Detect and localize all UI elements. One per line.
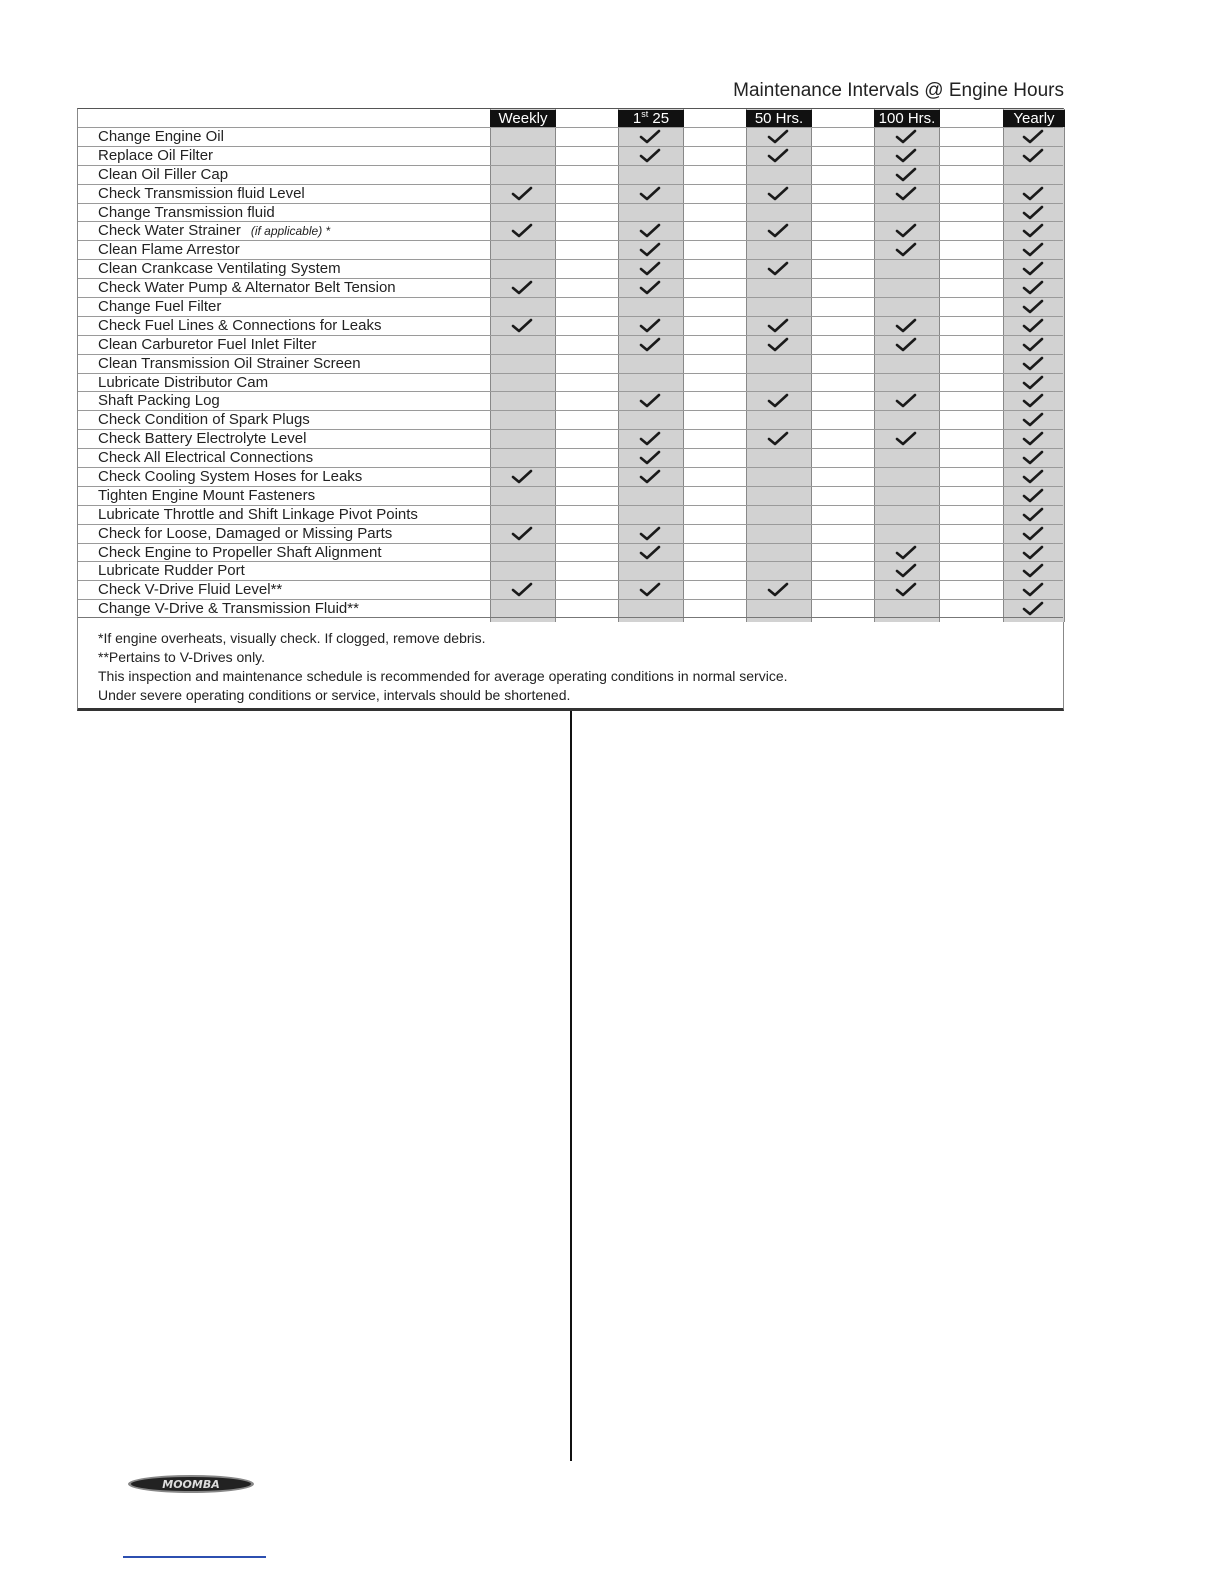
checkmark-icon bbox=[746, 581, 810, 599]
checkmark-icon bbox=[1001, 279, 1065, 297]
task-label bbox=[98, 544, 382, 562]
footnote-schedule: This inspection and maintenance schedule is recommended for average operating conditions in normal service. bbox=[98, 668, 788, 684]
checkmark-icon bbox=[1001, 562, 1065, 580]
task-label bbox=[98, 147, 213, 165]
column-header-100-hrs: 100 Hrs. bbox=[874, 110, 940, 127]
task-text: Change V-Drive & Transmission Fluid** bbox=[98, 600, 359, 618]
task-label bbox=[98, 468, 362, 486]
task-label bbox=[98, 430, 306, 448]
task-label bbox=[98, 487, 315, 505]
task-label bbox=[98, 336, 316, 354]
checkmark-icon bbox=[746, 128, 810, 146]
checkmark-icon bbox=[1001, 222, 1065, 240]
task-text: Clean Transmission Oil Strainer Screen bbox=[98, 354, 361, 372]
checkmark-icon bbox=[874, 581, 938, 599]
task-label bbox=[98, 298, 221, 316]
checkmark-icon bbox=[1001, 506, 1065, 524]
table-row bbox=[78, 316, 1063, 335]
checkmark-icon bbox=[746, 222, 810, 240]
task-label bbox=[98, 166, 228, 184]
table-row bbox=[78, 391, 1063, 410]
checkmark-icon bbox=[1001, 600, 1065, 618]
table-row bbox=[78, 203, 1063, 222]
table-row bbox=[78, 429, 1063, 448]
checkmark-icon bbox=[618, 336, 682, 354]
table-row bbox=[78, 410, 1063, 429]
task-label bbox=[98, 449, 313, 467]
checkmark-icon bbox=[746, 147, 810, 165]
checkmark-icon bbox=[1001, 374, 1065, 392]
checkmark-icon bbox=[746, 336, 810, 354]
column-header-50-hrs: 50 Hrs. bbox=[746, 110, 812, 127]
checkmark-icon bbox=[874, 128, 938, 146]
task-text: Check Condition of Spark Plugs bbox=[98, 411, 310, 429]
checkmark-icon bbox=[874, 185, 938, 203]
checkmark-icon bbox=[874, 544, 938, 562]
table-row bbox=[78, 486, 1063, 505]
task-label bbox=[98, 128, 224, 146]
logo-text: MOOMBA bbox=[162, 1478, 220, 1491]
task-text: Check V-Drive Fluid Level** bbox=[98, 581, 283, 599]
checkmark-icon bbox=[618, 222, 682, 240]
checkmark-icon bbox=[746, 260, 810, 278]
checkmark-icon bbox=[746, 392, 810, 410]
checkmark-icon bbox=[1001, 544, 1065, 562]
task-text: Tighten Engine Mount Fasteners bbox=[98, 486, 316, 504]
task-text: Check Water Pump & Alternator Belt Tension bbox=[98, 279, 396, 297]
checkmark-icon bbox=[1001, 317, 1065, 335]
table-row bbox=[78, 335, 1063, 354]
checkmark-icon bbox=[1001, 204, 1065, 222]
checkmark-icon bbox=[874, 430, 938, 448]
task-label bbox=[98, 260, 341, 278]
task-text: Check Transmission fluid Level bbox=[98, 184, 305, 202]
checkmark-icon bbox=[1001, 128, 1065, 146]
checkmark-icon bbox=[1001, 411, 1065, 429]
task-label bbox=[98, 185, 305, 203]
checkmark-icon bbox=[746, 185, 810, 203]
table-row bbox=[78, 184, 1063, 203]
task-text: Clean Flame Arrestor bbox=[98, 241, 240, 259]
checkmark-icon bbox=[746, 317, 810, 335]
task-text: Change Transmission fluid bbox=[98, 203, 275, 221]
checkmark-icon bbox=[874, 241, 938, 259]
moomba-logo bbox=[126, 1472, 256, 1501]
checkmark-icon bbox=[1001, 185, 1065, 203]
checkmark-icon bbox=[618, 581, 682, 599]
bottom-rule bbox=[123, 1556, 266, 1558]
task-text: Check Water Strainer bbox=[98, 222, 241, 240]
task-label bbox=[98, 279, 396, 297]
task-text: Check Engine to Propeller Shaft Alignment bbox=[98, 543, 382, 561]
checkmark-icon bbox=[490, 581, 554, 599]
checkmark-icon bbox=[490, 185, 554, 203]
task-text: Clean Oil Filler Cap bbox=[98, 165, 229, 183]
checkmark-icon bbox=[618, 468, 682, 486]
column-divider bbox=[570, 711, 572, 1461]
task-text: Shaft Packing Log bbox=[98, 392, 220, 410]
checkmark-icon bbox=[874, 392, 938, 410]
checkmark-icon bbox=[618, 147, 682, 165]
footnote-v-drives: **Pertains to V-Drives only. bbox=[98, 649, 266, 665]
checkmark-icon bbox=[874, 336, 938, 354]
task-label bbox=[98, 600, 359, 618]
page-title: Maintenance Intervals @ Engine Hours bbox=[733, 80, 1064, 101]
checkmark-icon bbox=[874, 222, 938, 240]
task-label bbox=[98, 392, 220, 410]
table-row bbox=[78, 599, 1063, 618]
checkmark-icon bbox=[490, 222, 554, 240]
checkmark-icon bbox=[490, 317, 554, 335]
checkmark-icon bbox=[1001, 147, 1065, 165]
table-row bbox=[78, 373, 1063, 392]
checkmark-icon bbox=[1001, 336, 1065, 354]
column-header-weekly: Weekly bbox=[490, 110, 556, 127]
checkmark-icon bbox=[618, 317, 682, 335]
task-label bbox=[98, 241, 240, 259]
task-label bbox=[98, 581, 282, 599]
task-text: Clean Carburetor Fuel Inlet Filter bbox=[98, 335, 317, 353]
checkmark-icon bbox=[618, 260, 682, 278]
task-label bbox=[98, 355, 361, 373]
task-text: Lubricate Distributor Cam bbox=[98, 373, 269, 391]
table-row bbox=[78, 561, 1063, 580]
checkmark-icon bbox=[874, 317, 938, 335]
table-row bbox=[78, 448, 1063, 467]
checkmark-icon bbox=[1001, 392, 1065, 410]
task-text: Check All Electrical Connections bbox=[98, 449, 314, 467]
checkmark-icon bbox=[1001, 449, 1065, 467]
checkmark-icon bbox=[618, 241, 682, 259]
table-row bbox=[78, 524, 1063, 543]
checkmark-icon bbox=[618, 544, 682, 562]
task-text: Check Cooling System Hoses for Leaks bbox=[98, 468, 363, 486]
maintenance-table bbox=[77, 108, 1064, 711]
footnote-overheat: *If engine overheats, visually check. If clogged, remove debris. bbox=[98, 630, 486, 646]
task-text: Change Engine Oil bbox=[98, 128, 224, 145]
task-text: Clean Crankcase Ventilating System bbox=[98, 260, 341, 278]
checkmark-icon bbox=[1001, 525, 1065, 543]
checkmark-icon bbox=[874, 166, 938, 184]
checkmark-icon bbox=[1001, 260, 1065, 278]
task-text: Replace Oil Filter bbox=[98, 146, 214, 164]
table-row bbox=[78, 543, 1063, 562]
checkmark-icon bbox=[874, 147, 938, 165]
column-header-yearly: Yearly bbox=[1003, 110, 1065, 127]
checkmark-icon bbox=[618, 525, 682, 543]
table-row bbox=[78, 467, 1063, 486]
task-label bbox=[98, 204, 275, 222]
table-row bbox=[78, 354, 1063, 373]
checkmark-icon bbox=[490, 468, 554, 486]
footnotes bbox=[98, 629, 1048, 705]
column-header-first-25: 1st 25 bbox=[618, 110, 684, 127]
table-row bbox=[78, 165, 1063, 184]
checkmark-icon bbox=[618, 128, 682, 146]
checkmark-icon bbox=[618, 449, 682, 467]
table-row bbox=[78, 259, 1063, 278]
checkmark-icon bbox=[618, 185, 682, 203]
checkmark-icon bbox=[490, 279, 554, 297]
task-label bbox=[98, 562, 245, 580]
task-rows bbox=[78, 127, 1063, 618]
footnote-severe: Under severe operating conditions or service, intervals should be shortened. bbox=[98, 687, 571, 703]
checkmark-icon bbox=[1001, 355, 1065, 373]
task-text: Check Fuel Lines & Connections for Leaks bbox=[98, 316, 382, 334]
checkmark-icon bbox=[874, 562, 938, 580]
checkmark-icon bbox=[618, 430, 682, 448]
checkmark-icon bbox=[490, 525, 554, 543]
checkmark-icon bbox=[1001, 468, 1065, 486]
table-row bbox=[78, 146, 1063, 165]
task-label bbox=[98, 317, 381, 335]
checkmark-icon bbox=[1001, 430, 1065, 448]
table-row bbox=[78, 240, 1063, 259]
task-text: Lubricate Rudder Port bbox=[98, 562, 245, 580]
table-row bbox=[78, 505, 1063, 524]
task-label bbox=[98, 374, 268, 392]
task-label bbox=[98, 506, 418, 524]
task-note: (if applicable) * bbox=[250, 224, 331, 239]
table-row bbox=[78, 278, 1063, 297]
table-row bbox=[78, 127, 1063, 146]
checkmark-icon bbox=[746, 430, 810, 448]
task-text: Check Battery Electrolyte Level bbox=[98, 430, 307, 448]
task-text: Change Fuel Filter bbox=[98, 298, 222, 316]
checkmark-icon bbox=[618, 392, 682, 410]
checkmark-icon bbox=[618, 279, 682, 297]
task-text: Lubricate Throttle and Shift Linkage Pivot Points bbox=[98, 505, 418, 523]
task-label bbox=[98, 222, 330, 240]
table-row bbox=[78, 297, 1063, 316]
checkmark-icon bbox=[1001, 298, 1065, 316]
task-label bbox=[98, 411, 310, 429]
checkmark-icon bbox=[1001, 581, 1065, 599]
checkmark-icon bbox=[1001, 241, 1065, 259]
task-text: Check for Loose, Damaged or Missing Parts bbox=[98, 524, 393, 542]
table-row bbox=[78, 580, 1063, 599]
task-label bbox=[98, 525, 392, 543]
table-row bbox=[78, 221, 1063, 240]
checkmark-icon bbox=[1001, 487, 1065, 505]
